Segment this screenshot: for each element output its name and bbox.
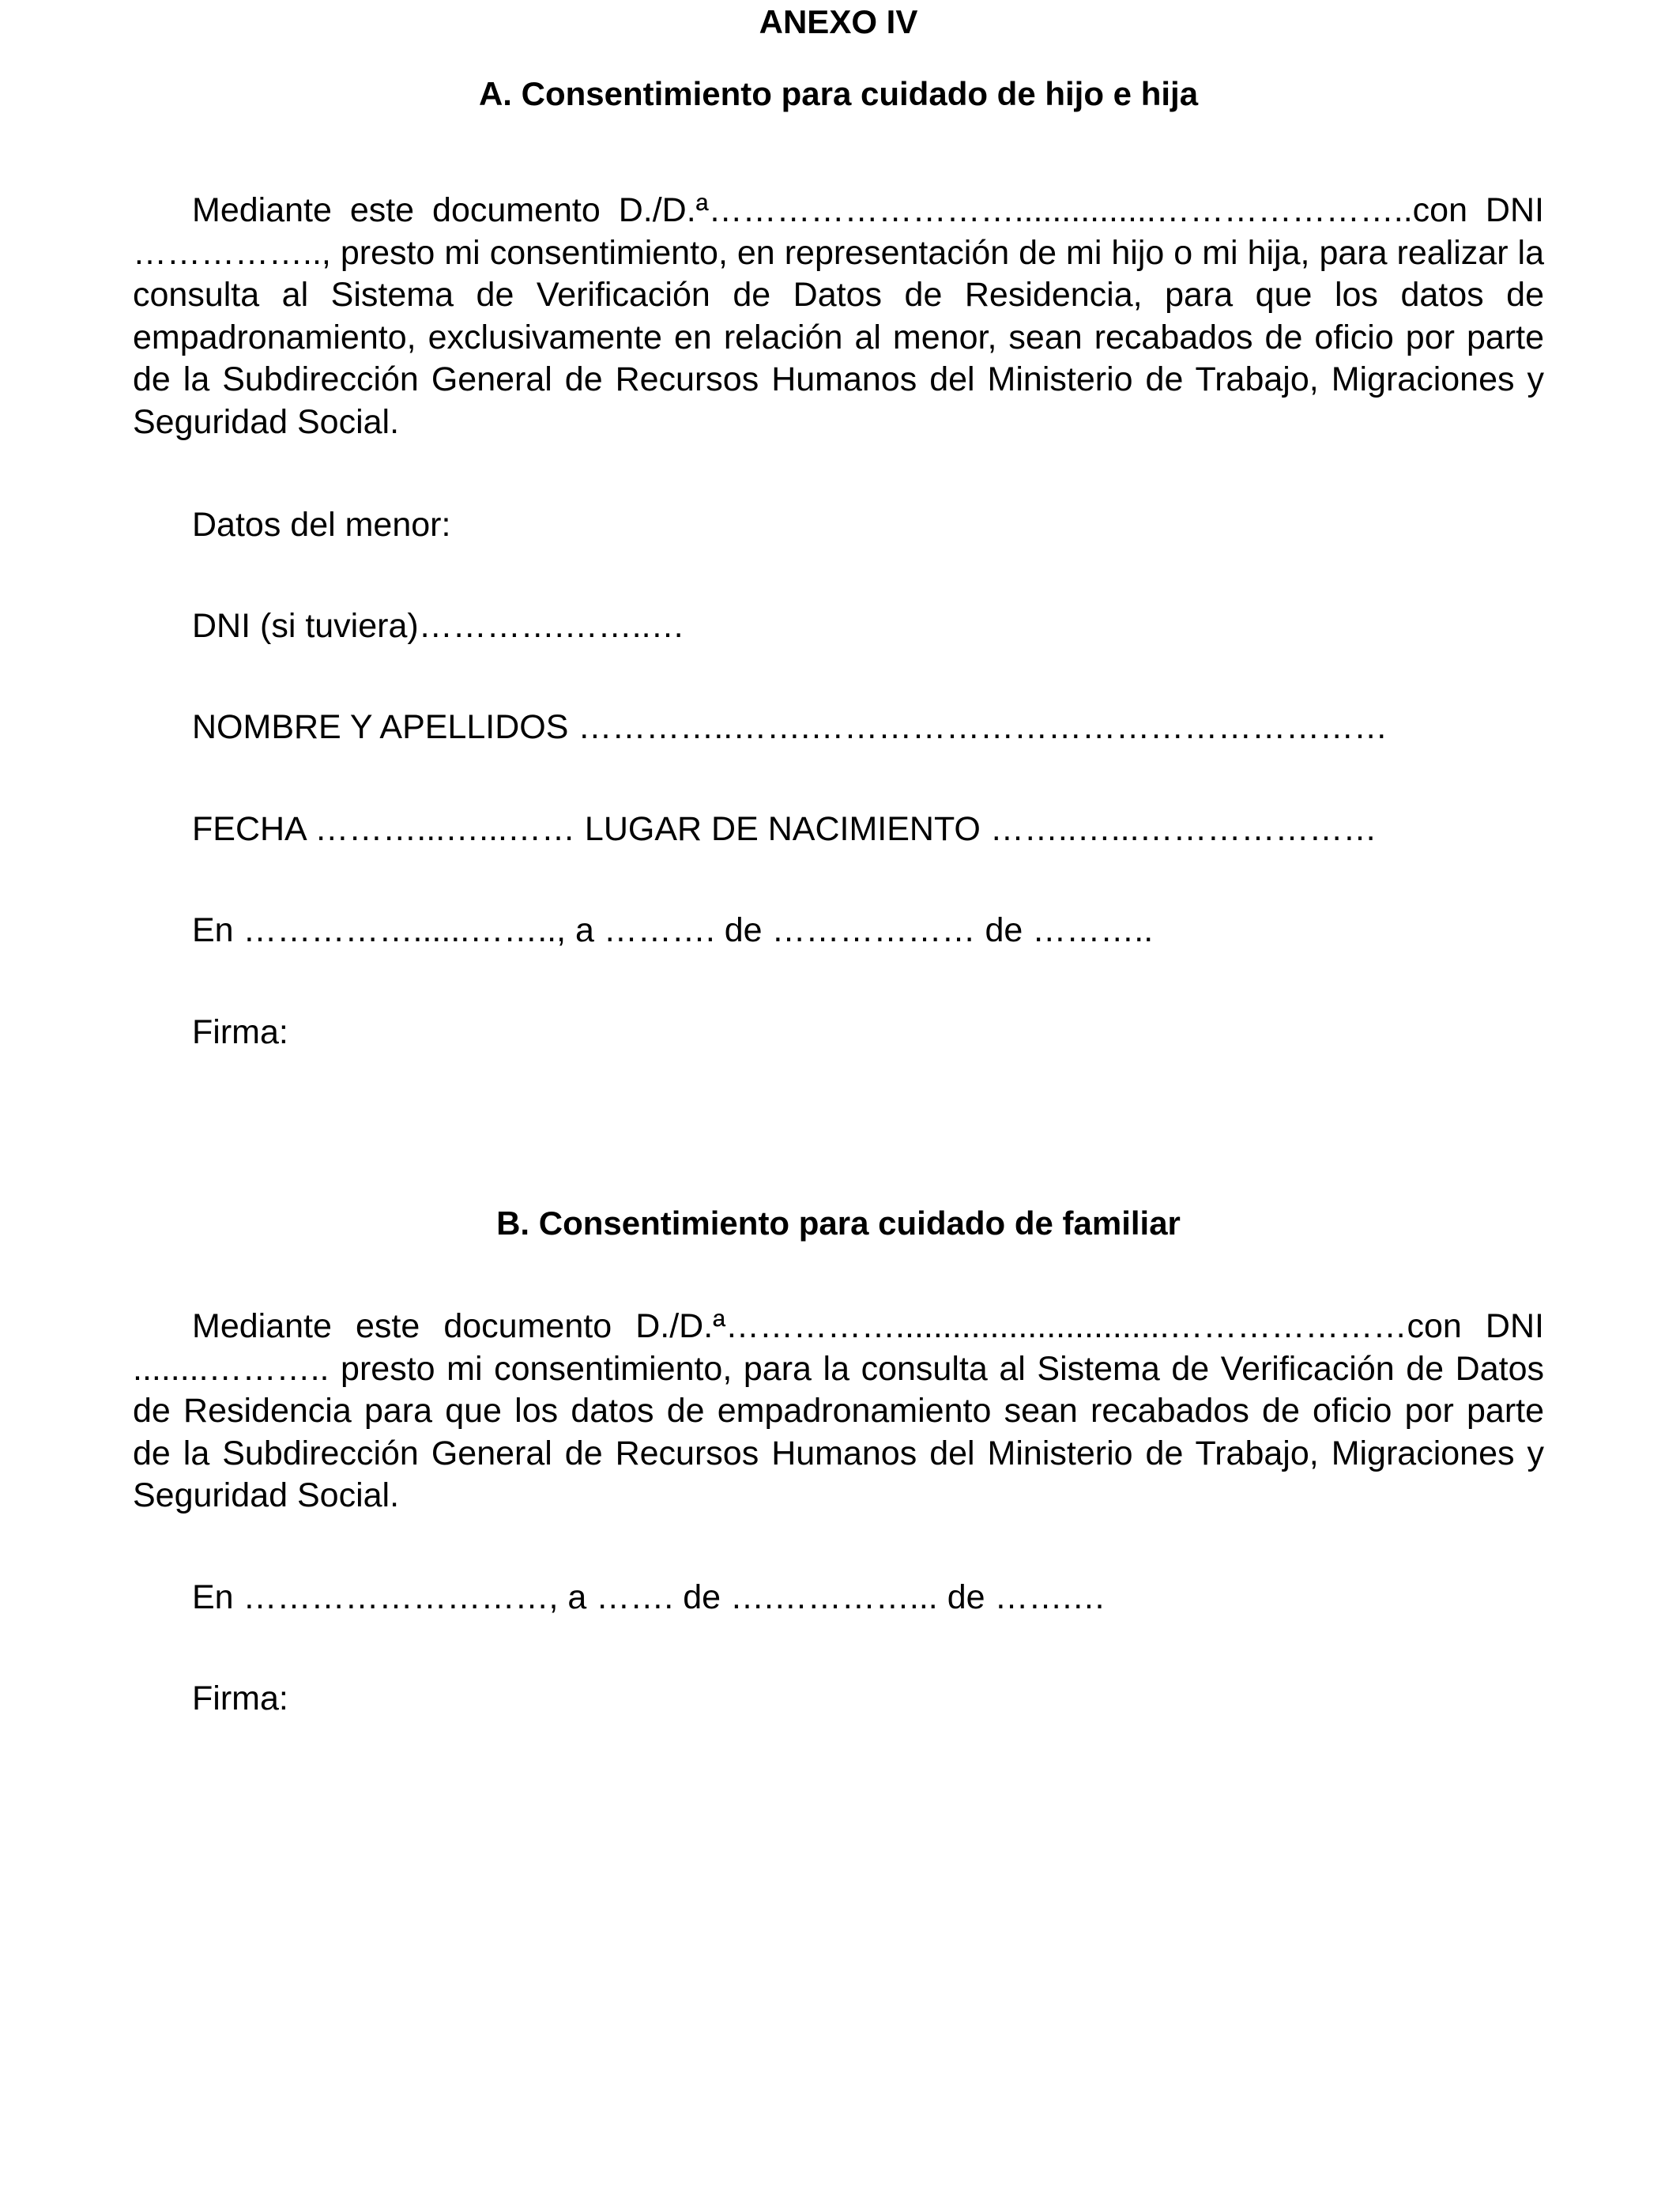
- minor-dni-field: DNI (si tuviera)………….……..…: [192, 607, 685, 645]
- minor-name-field: NOMBRE Y APELLIDOS …………..…….……………………………………………: [192, 708, 1388, 746]
- section-b-signature-label: Firma:: [192, 1679, 288, 1717]
- section-b-heading: B. Consentimiento para cuidado de familiar: [496, 1204, 1181, 1242]
- section-a-place-date-field: En ……………......…….., a ………. de ……………… de ………..: [192, 911, 1154, 949]
- section-b-place-date-field: En ………………………, a ……. de ….…………... de …….…: [192, 1578, 1106, 1616]
- minor-birth-date-place-field: FECHA ………...…...…… LUGAR DE NACIMIENTO ……..…...…………………: [192, 810, 1377, 848]
- section-a-consent-paragraph: Mediante este documento D./D.ª………………………...............…………………..con DNI …………….., presto mi consentimiento, en representación de mi hijo o mi hija, para realizar la consulta al Sistema de Verificación de Datos de Residencia, para que los datos de empadronamiento, exclusivamente en relación al menor, sean recabados de oficio por parte de la Subdirección General de Recursos Humanos del Ministerio de Trabajo, Migraciones y Seguridad Social.: [133, 191, 1544, 441]
- section-b-consent-paragraph: Mediante este documento D./D.ª…………….............................…………………con DNI ........……….. presto mi consentimiento, para la consulta al Sistema de Verificación de Datos de Residencia para que los datos de empadronamiento sean recabados de oficio por parte de la Subdirección General de Recursos Humanos del Ministerio de Trabajo, Migraciones y Seguridad Social.: [133, 1307, 1544, 1514]
- document-page: [133, 0, 1544, 2194]
- minor-data-label: Datos del menor:: [192, 506, 451, 544]
- section-a-signature-label: Firma:: [192, 1013, 288, 1051]
- annex-title: ANEXO IV: [759, 3, 918, 40]
- section-a-heading: A. Consentimiento para cuidado de hijo e hija: [478, 75, 1199, 112]
